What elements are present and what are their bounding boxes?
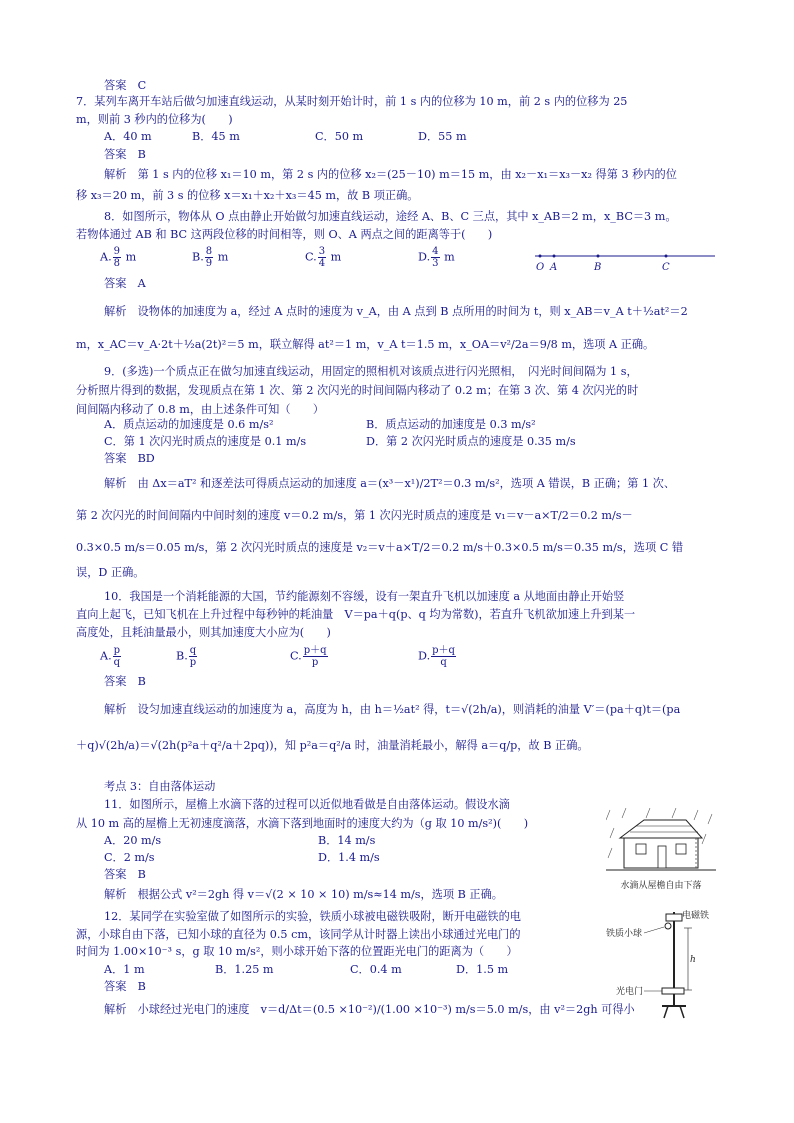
- analysis-line: 解析 设物体的加速度为 a，经过 A 点时的速度为 v_A，由 A 点到 B 点所用的时间为 t，则 x_AB＝v_A t＋½at²＝2: [104, 305, 688, 318]
- question-9-stem-cont: 分析照片得到的数据，发现质点在第 1 次、第 2 次闪光的时间间隔内移动了 0.2 m；在第 3 次、第 4 次闪光的时: [76, 384, 639, 397]
- option-a: A．1 m: [104, 963, 145, 976]
- question-9-stem-cont: 间间隔内移动了 0.8 m，由上述条件可知（ ）: [76, 403, 325, 416]
- option-b: B．45 m: [192, 130, 240, 143]
- option-b: B．质点运动的加速度是 0.3 m/s²: [366, 418, 536, 431]
- label-a: A: [550, 262, 558, 273]
- option-c: C. $\frac{3}{4}$ m: [305, 246, 342, 269]
- question-11-stem-cont: 从 10 m 高的屋檐上无初速度滴落，水滴下落到地面时的速度大约为（g 取 10 m/s²)( ): [76, 817, 529, 830]
- answer-line: 答案 B: [104, 980, 146, 993]
- answer-line: 答案 B: [104, 675, 146, 688]
- answer-line: 答案 BD: [104, 452, 155, 465]
- question-7-stem: 7．某列车离开车站后做匀加速直线运动，从某时刻开始计时，前 1 s 内的位移为 10 m，前 2 s 内的位移为 25: [76, 95, 628, 108]
- question-11-stem: 11．如图所示，屋檐上水滴下落的过程可以近似地看做是自由落体运动。假设水滴: [104, 798, 510, 811]
- analysis-line: m，x_AC＝v_A·2t＋½a(2t)²＝5 m，联立解得 at²＝1 m，v_A t＝1.5 m，x_OA＝v²/2a＝9/8 m，选项 A 正确。: [76, 338, 655, 351]
- option-d: D．1.5 m: [456, 963, 509, 976]
- question-10-stem: 10．我国是一个消耗能源的大国，节约能源刻不容缓，设有一架直升飞机以加速度 a 从地面由静止开始竖: [104, 590, 625, 603]
- option-b: B．14 m/s: [318, 834, 376, 847]
- option-d: D. $\frac{4}{3}$ m: [418, 246, 455, 269]
- point-a: [553, 255, 556, 258]
- option-c: C. $\frac{p+q}{p}$: [290, 645, 327, 668]
- analysis-line: 解析 根据公式 v²＝2gh 得 v＝√(2 × 10 × 10) m/s≈14 m/s，选项 B 正确。: [104, 888, 503, 901]
- analysis-line: 0.3×0.5 m/s＝0.05 m/s，第 2 次闪光时质点的速度是 v₂＝v＋a×T/2＝0.2 m/s＋0.3×0.5 m/s＝0.35 m/s，选项 C 错: [76, 541, 684, 554]
- question-10-stem-cont: 高度处，且耗油量最小，则其加速度大小应为( ): [76, 626, 331, 639]
- gate-label: 光电门: [616, 987, 644, 997]
- analysis-line: 解析 小球经过光电门的速度 v＝d/Δt＝(0.5 ×10⁻²)/(1.00 ×10⁻³) m/s＝5.0 m/s，由 v²＝2gh 可得小: [104, 1003, 635, 1016]
- option-c: C．第 1 次闪光时质点的速度是 0.1 m/s: [104, 435, 307, 448]
- point-o: [539, 255, 542, 258]
- option-b: B．1.25 m: [215, 963, 274, 976]
- section-heading: 考点 3：自由落体运动: [104, 780, 216, 793]
- option-d: D．55 m: [418, 130, 467, 143]
- position-line-figure: [530, 248, 720, 274]
- question-12-stem-cont: 源，小球自由下落，已知小球的直径为 0.5 cm，该同学从计时器上读出小球通过光电门的: [76, 928, 521, 941]
- label-o: O: [536, 262, 545, 273]
- analysis-line: 解析 由 Δx＝aT² 和逐差法可得质点运动的加速度 a＝(x³－x¹)/2T²＝0.3 m/s²，选项 A 错误，B 正确；第 1 次、: [104, 477, 676, 490]
- question-8-stem-cont: 若物体通过 AB 和 BC 这两段位移的时间相等，则 O、A 两点之间的距离等于( ): [76, 228, 493, 241]
- question-12-stem-cont: 时间为 1.00×10⁻³ s，g 取 10 m/s²，则小球开始下落的位置距光电门的距离为（ ）: [76, 945, 518, 958]
- option-d: D．第 2 次闪光时质点的速度是 0.35 m/s: [366, 435, 576, 448]
- option-b: B. $\frac{8}{9}$ m: [192, 246, 229, 269]
- answer-line: 答案 A: [104, 277, 146, 290]
- analysis-line: 移 x₃＝20 m，前 3 s 的位移 x＝x₁＋x₂＋x₃＝45 m，故 B 项正确。: [76, 189, 419, 202]
- question-7-stem-cont: m，则前 3 秒内的位移为( ): [76, 113, 233, 126]
- option-c: C．50 m: [315, 130, 364, 143]
- point-c: [665, 255, 668, 258]
- analysis-line: 第 2 次闪光的时间间隔内中间时刻的速度 v＝0.2 m/s，第 1 次闪光时质点的速度是 v₁＝v－a×T/2＝0.2 m/s－: [76, 509, 633, 522]
- analysis-line: 解析 第 1 s 内的位移 x₁＝10 m，第 2 s 内的位移 x₂＝(25－10) m＝15 m，由 x₂－x₁＝x₃－x₂ 得第 3 秒内的位: [104, 168, 677, 181]
- label-b: B: [594, 262, 602, 273]
- ball-label: 铁质小球: [606, 929, 643, 939]
- height-label: h: [690, 955, 696, 965]
- house-caption: 水滴从屋檐自由下落: [620, 881, 702, 891]
- house-rain-figure: [606, 808, 716, 894]
- question-12-stem: 12．某同学在实验室做了如图所示的实验，铁质小球被电磁铁吸附，断开电磁铁的电: [104, 910, 521, 923]
- option-d: D．1.4 m/s: [318, 851, 380, 864]
- option-a: A. $\frac{9}{8}$ m: [100, 246, 137, 269]
- option-a: A. $\frac{p}{q}$: [100, 645, 121, 668]
- option-b: B. $\frac{q}{p}$: [176, 645, 197, 668]
- analysis-line: 误，D 正确。: [76, 566, 145, 579]
- point-b: [597, 255, 600, 258]
- option-a: A．40 m: [104, 130, 152, 143]
- label-c: C: [662, 262, 670, 273]
- option-d: D. $\frac{p+q}{q}$: [418, 645, 455, 668]
- answer-line: 答案 B: [104, 868, 146, 881]
- photogate-apparatus-figure: [606, 906, 716, 1026]
- analysis-line: ＋q)√(2h/a)＝√(2h(p²a＋q²/a＋2pq))，知 p²a＝q²/a 时，油量消耗最小，解得 a＝q/p，故 B 正确。: [76, 739, 589, 752]
- question-10-stem-cont: 直向上起飞，已知飞机在上升过程中每秒钟的耗油量 V＝pa＋q(p、q 均为常数)，若直升飞机欲加速上升到某一: [76, 608, 636, 621]
- answer-line: 答案 C: [104, 79, 147, 92]
- question-8-stem: 8．如图所示，物体从 O 点由静止开始做匀加速直线运动，途经 A、B、C 三点，其中 x_AB＝2 m，x_BC＝3 m。: [104, 210, 677, 223]
- analysis-line: 解析 设匀加速直线运动的加速度为 a，高度为 h，由 h＝½at² 得，t＝√(2h/a)，则消耗的油量 V′＝(pa＋q)t＝(pa: [104, 703, 681, 716]
- magnet-label: 电磁铁: [682, 911, 710, 921]
- answer-line: 答案 B: [104, 148, 146, 161]
- question-9-stem: 9．(多选)一个质点正在做匀加速直线运动，用固定的照相机对该质点进行闪光照相， 闪光时间间隔为 1 s，: [104, 365, 638, 378]
- option-a: A．20 m/s: [104, 834, 162, 847]
- option-a: A．质点运动的加速度是 0.6 m/s²: [104, 418, 274, 431]
- option-c: C．0.4 m: [350, 963, 402, 976]
- option-c: C．2 m/s: [104, 851, 155, 864]
